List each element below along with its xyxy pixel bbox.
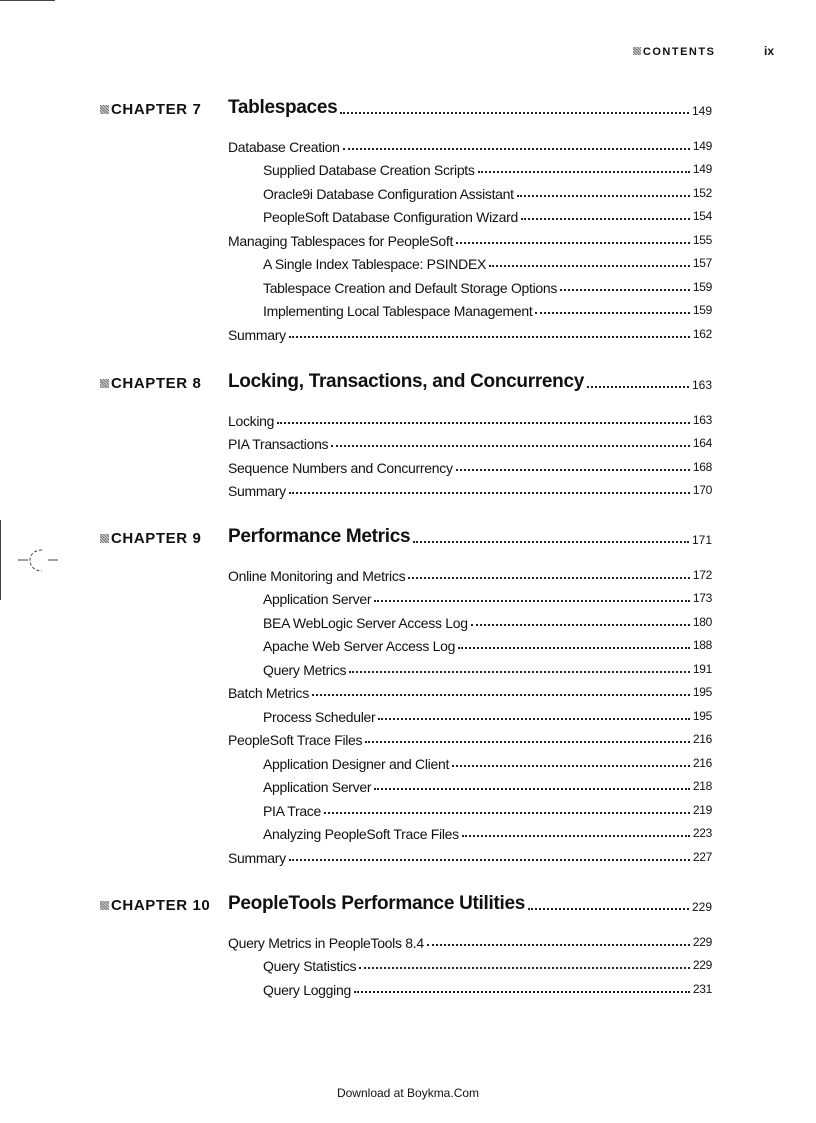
- toc-entry-page-number: 180: [692, 614, 712, 629]
- toc-entry-title: Application Server: [263, 779, 372, 795]
- toc-entry[interactable]: [228, 452, 712, 476]
- toc-entry-title: Query Metrics: [263, 661, 347, 678]
- toc-entry-page-number: 229: [692, 934, 712, 949]
- dot-leader: [427, 944, 690, 946]
- toc-entry[interactable]: [228, 155, 712, 179]
- toc-entry-title: Managing Tablespaces for PeopleSoft: [228, 232, 454, 249]
- toc-entry-title: BEA WebLogic Server Access Log: [263, 614, 468, 631]
- toc-entry-page-number: 168: [692, 459, 712, 474]
- toc-entry[interactable]: [228, 748, 712, 772]
- toc-entry-title: Sequence Numbers and Concurrency: [228, 459, 453, 476]
- toc-entry-title: PIA Trace: [263, 802, 321, 819]
- toc-entry[interactable]: [228, 584, 712, 608]
- dot-leader: [289, 336, 690, 338]
- dot-leader: [521, 218, 690, 220]
- toc-entry-page-number: 152: [692, 185, 712, 200]
- toc-entry-page-number: 188: [692, 638, 712, 652]
- toc-entry-title: Summary: [228, 326, 286, 343]
- toc-entry[interactable]: [228, 951, 712, 975]
- chapter-label: CHAPTER 8: [111, 375, 202, 392]
- toc-entry[interactable]: [228, 631, 712, 655]
- chapter-8: [100, 371, 712, 499]
- toc-entry[interactable]: [228, 249, 712, 273]
- dot-leader: [535, 312, 689, 314]
- dot-leader: [331, 445, 690, 447]
- chapter-page-number: 171: [691, 533, 712, 547]
- toc-entry-title: Application Designer and Client: [263, 755, 450, 772]
- chapter-label: CHAPTER 9: [111, 530, 202, 547]
- toc-entry-page-number: 162: [692, 326, 712, 341]
- dot-leader: [489, 265, 690, 267]
- toc-entry-title: Locking: [228, 412, 275, 429]
- toc-entry[interactable]: [228, 429, 712, 453]
- dot-leader: [324, 812, 690, 814]
- toc-entry[interactable]: [228, 560, 712, 584]
- chapter-9: [100, 526, 712, 866]
- dot-leader: [349, 671, 690, 673]
- toc-entry[interactable]: [228, 319, 712, 343]
- toc-entry[interactable]: [228, 296, 712, 320]
- header-square-icon: [633, 47, 641, 55]
- toc-entry[interactable]: [228, 178, 712, 202]
- toc-entry[interactable]: [228, 607, 712, 631]
- toc-entry-title: Database Creation: [228, 138, 340, 155]
- dot-leader: [408, 577, 690, 579]
- toc-entry-page-number: 149: [692, 138, 712, 153]
- dot-leader: [312, 694, 690, 696]
- dot-leader: [471, 624, 690, 626]
- chapter-page-number: 229: [691, 900, 712, 914]
- toc-entry[interactable]: [228, 225, 712, 249]
- chapter-10: [100, 893, 712, 998]
- dot-leader: [374, 600, 690, 602]
- toc-entry-title: PeopleSoft Trace Files: [228, 732, 363, 748]
- dot-leader: [374, 788, 690, 790]
- toc-entry[interactable]: [228, 131, 712, 155]
- toc-entry-page-number: 229: [692, 958, 712, 972]
- toc-entry-title: PIA Transactions: [228, 436, 329, 452]
- chapter-page-number: 149: [691, 104, 712, 118]
- toc-entry[interactable]: [228, 405, 712, 429]
- toc-entry[interactable]: [228, 654, 712, 678]
- chapter-entries: [228, 405, 712, 499]
- toc-entry-page-number: 173: [692, 591, 712, 605]
- dot-leader: [340, 112, 689, 114]
- toc-entry-title: Analyzing PeopleSoft Trace Files: [263, 826, 459, 842]
- chapter-entries: [228, 560, 712, 866]
- toc-entry-page-number: 155: [692, 232, 712, 247]
- chapter-square-icon: [100, 379, 109, 388]
- chapter-square-icon: [100, 901, 109, 910]
- toc-entry-title: Batch Metrics: [228, 685, 309, 701]
- toc-entry[interactable]: [228, 272, 712, 296]
- dot-leader: [528, 908, 689, 910]
- toc-entry-page-number: 170: [692, 483, 712, 497]
- toc-entry-page-number: 159: [692, 303, 712, 317]
- toc-entry-title: Tablespace Creation and Default Storage Options: [263, 279, 558, 296]
- toc-entry[interactable]: [228, 725, 712, 749]
- dot-leader: [413, 541, 689, 543]
- toc-entry-title: Supplied Database Creation Scripts: [263, 162, 475, 178]
- toc-entry-page-number: 227: [692, 849, 712, 864]
- toc-entry[interactable]: [228, 772, 712, 796]
- dot-leader: [478, 171, 690, 173]
- toc-entry-title: Application Server: [263, 591, 372, 607]
- toc-entry-page-number: 154: [692, 209, 712, 223]
- toc-entry-page-number: 149: [692, 162, 712, 176]
- header-page-number: ix: [763, 44, 774, 58]
- toc-entry-page-number: 195: [692, 685, 712, 699]
- toc-entry-title: Online Monitoring and Metrics: [228, 567, 406, 584]
- chapter-label: CHAPTER 7: [111, 101, 202, 118]
- toc-entry[interactable]: [228, 795, 712, 819]
- toc-entry-title: Implementing Local Tablespace Management: [263, 303, 533, 319]
- chapter-title[interactable]: PeopleTools Performance Utilities: [228, 893, 525, 914]
- toc-entry-title: Summary: [228, 849, 286, 866]
- chapter-square-icon: [100, 105, 109, 114]
- toc-entry-page-number: 157: [692, 256, 712, 270]
- header-section: CONTENTS: [642, 46, 716, 58]
- chapter-7: [100, 97, 712, 343]
- chapter-entries: [228, 131, 712, 343]
- toc-entry-page-number: 159: [692, 279, 712, 294]
- dot-leader: [378, 718, 689, 720]
- toc-entry[interactable]: [228, 927, 712, 951]
- dot-leader: [365, 741, 690, 743]
- dot-leader: [456, 469, 690, 471]
- toc-entry-page-number: 195: [692, 708, 712, 723]
- toc-entry-page-number: 223: [692, 826, 712, 840]
- toc-entry-title: Query Statistics: [263, 958, 357, 974]
- dot-leader: [458, 647, 690, 649]
- chapter-entries: [228, 927, 712, 998]
- dot-leader: [452, 765, 690, 767]
- dot-leader: [277, 422, 690, 424]
- toc-entry-title: Apache Web Server Access Log: [263, 638, 456, 654]
- toc-entry[interactable]: [228, 202, 712, 226]
- chapter-square-icon: [100, 534, 109, 543]
- dot-leader: [289, 492, 690, 494]
- toc-entry-page-number: 231: [692, 981, 712, 996]
- toc-entry[interactable]: [228, 974, 712, 998]
- dot-leader: [560, 289, 690, 291]
- dot-leader: [587, 386, 689, 388]
- running-header: [633, 44, 774, 58]
- toc-entry[interactable]: [228, 701, 712, 725]
- dot-leader: [359, 967, 690, 969]
- chapter-label: CHAPTER 10: [111, 897, 211, 914]
- toc-entry-page-number: 164: [692, 436, 712, 450]
- registration-mark-icon: [18, 546, 62, 576]
- crop-mark-top: [0, 0, 55, 1]
- crop-mark-left: [0, 520, 1, 600]
- chapter-title[interactable]: Performance Metrics: [228, 526, 411, 547]
- toc-entry-page-number: 172: [692, 567, 712, 582]
- footer-text: Download at Boykma.Com: [336, 1086, 480, 1100]
- toc-entry-title: Summary: [228, 483, 286, 499]
- dot-leader: [289, 859, 690, 861]
- toc-entry-title: Oracle9i Database Configuration Assistant: [263, 185, 514, 202]
- toc-entry-title: A Single Index Tablespace: PSINDEX: [263, 256, 487, 272]
- toc-entry[interactable]: [228, 476, 712, 500]
- toc-entry-page-number: 191: [692, 661, 712, 676]
- toc-entry[interactable]: [228, 819, 712, 843]
- toc-entry-page-number: 163: [692, 412, 712, 427]
- toc-entry-title: PeopleSoft Database Configuration Wizard: [263, 209, 518, 225]
- dot-leader: [517, 195, 690, 197]
- toc-entry-page-number: 216: [692, 732, 712, 746]
- toc-entry-page-number: 218: [692, 779, 712, 793]
- chapter-title[interactable]: Tablespaces: [228, 97, 338, 118]
- toc-entry-title: Query Metrics in PeopleTools 8.4: [228, 934, 424, 951]
- toc-entry-title: Query Logging: [263, 981, 351, 998]
- dot-leader: [462, 835, 690, 837]
- chapter-page-number: 163: [691, 378, 712, 392]
- chapter-title[interactable]: Locking, Transactions, and Concurrency: [228, 371, 585, 392]
- toc-entry-page-number: 216: [692, 755, 712, 770]
- toc-entry-title: Process Scheduler: [263, 708, 376, 725]
- dot-leader: [456, 242, 690, 244]
- toc-entry-page-number: 219: [692, 802, 712, 817]
- dot-leader: [343, 148, 690, 150]
- toc-entry[interactable]: [228, 678, 712, 702]
- dot-leader: [354, 991, 690, 993]
- toc-entry[interactable]: [228, 842, 712, 866]
